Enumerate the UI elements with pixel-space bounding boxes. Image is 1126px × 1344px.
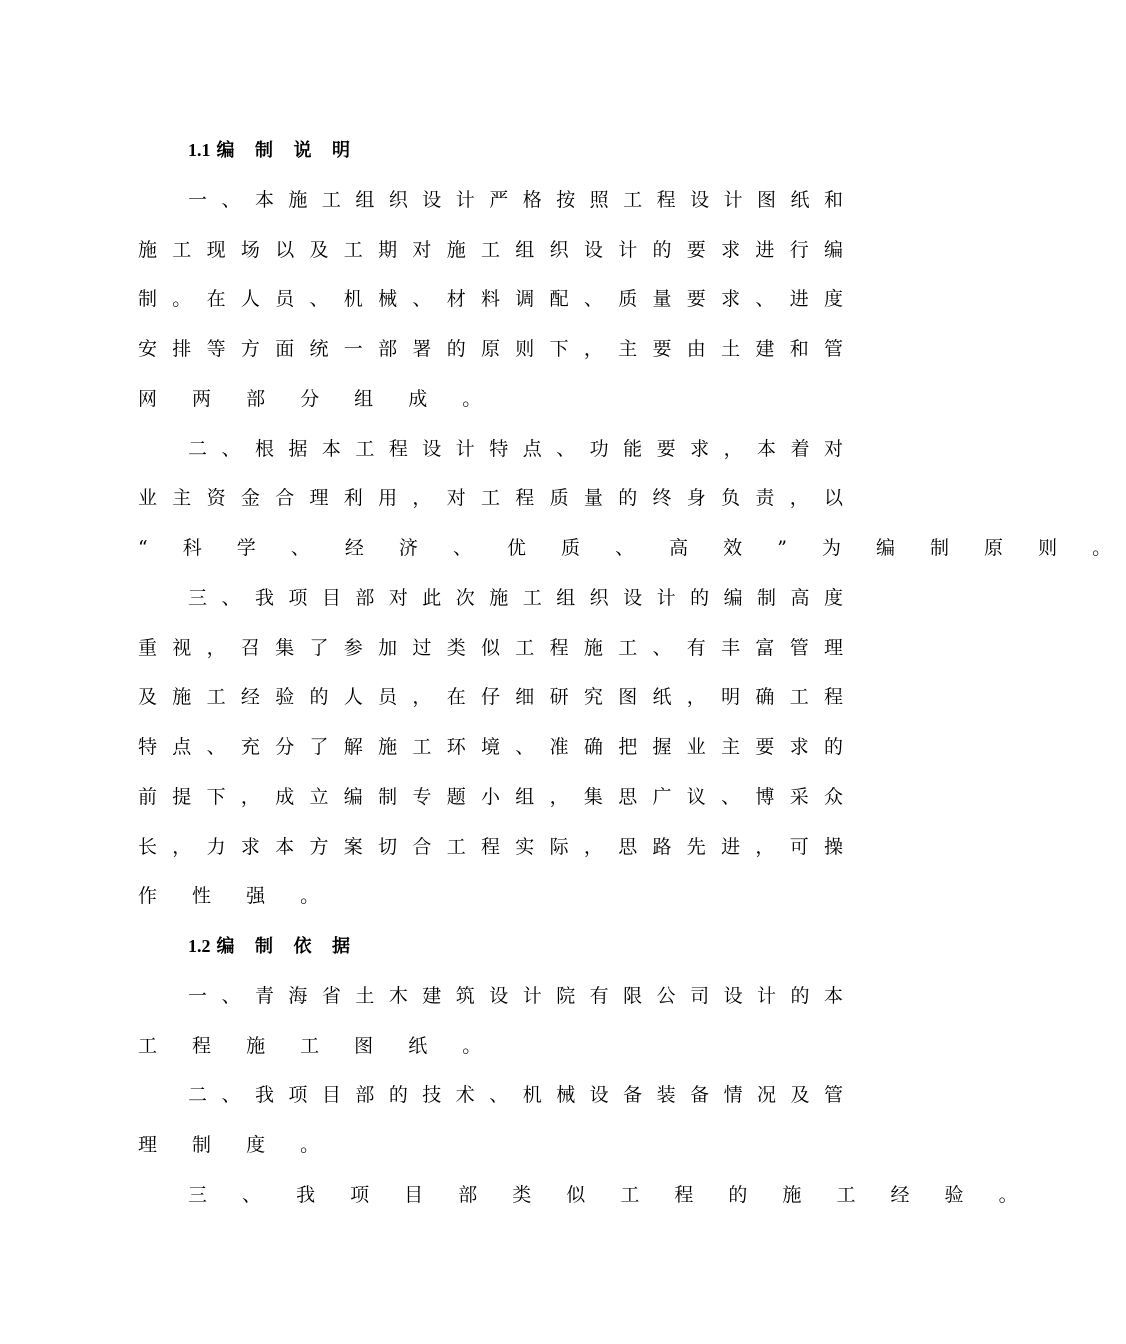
paragraph-line: 业 主 资 金 合 理 利 用 ， 对 工 程 质 量 的 终 身 负 责 ， 以 bbox=[138, 487, 843, 509]
paragraph-line: 网 两 部 分 组 成 。 bbox=[138, 388, 496, 410]
section-heading-1-1 bbox=[188, 135, 358, 165]
paragraph-line: 三 、 我 项 目 部 对 此 次 施 工 组 织 设 计 的 编 制 高 度 bbox=[188, 587, 843, 609]
paragraph-line: 前 提 下 ， 成 立 编 制 专 题 小 组 ， 集 思 广 议 、 博 采 众 bbox=[138, 786, 843, 808]
paragraph-line: 重 视 ， 召 集 了 参 加 过 类 似 工 程 施 工 、 有 丰 富 管 理 bbox=[138, 637, 843, 659]
paragraph-line: 特 点 、 充 分 了 解 施 工 环 境 、 准 确 把 握 业 主 要 求 的 bbox=[138, 736, 843, 758]
paragraph-line: 一 、 本 施 工 组 织 设 计 严 格 按 照 工 程 设 计 图 纸 和 bbox=[188, 189, 843, 211]
section-heading-1-2 bbox=[188, 931, 358, 961]
section-title: 编 制 依 据 bbox=[216, 936, 358, 956]
paragraph-line: 二 、 根 据 本 工 程 设 计 特 点 、 功 能 要 求 ， 本 着 对 bbox=[188, 438, 843, 460]
paragraph-line: “ 科 学 、 经 济 、 优 质 、 高 效 ” 为 编 制 原 则 。 bbox=[138, 537, 1126, 559]
paragraph-line: 理 制 度 。 bbox=[138, 1134, 334, 1156]
paragraph-line: 施 工 现 场 以 及 工 期 对 施 工 组 织 设 计 的 要 求 进 行 编 bbox=[138, 239, 843, 261]
section-title: 编 制 说 明 bbox=[216, 140, 358, 160]
paragraph-line: 二 、 我 项 目 部 的 技 术 、 机 械 设 备 装 备 情 况 及 管 bbox=[188, 1084, 843, 1106]
paragraph-line: 制 。 在 人 员 、 机 械 、 材 料 调 配 、 质 量 要 求 、 进 度 bbox=[138, 288, 843, 310]
paragraph-line: 长 ， 力 求 本 方 案 切 合 工 程 实 际 ， 思 路 先 进 ， 可 操 bbox=[138, 836, 843, 858]
paragraph-line: 安 排 等 方 面 统 一 部 署 的 原 则 下 ， 主 要 由 土 建 和 管 bbox=[138, 338, 843, 360]
paragraph-line: 一 、 青 海 省 土 木 建 筑 设 计 院 有 限 公 司 设 计 的 本 bbox=[188, 985, 843, 1007]
section-number: 1.2 bbox=[188, 936, 211, 956]
paragraph-line: 三 、 我 项 目 部 类 似 工 程 的 施 工 经 验 。 bbox=[188, 1184, 1033, 1206]
section-number: 1.1 bbox=[188, 140, 211, 160]
paragraph-line: 及 施 工 经 验 的 人 员 ， 在 仔 细 研 究 图 纸 ， 明 确 工 程 bbox=[138, 686, 843, 708]
paragraph-line: 作 性 强 。 bbox=[138, 885, 334, 907]
paragraph-line: 工 程 施 工 图 纸 。 bbox=[138, 1035, 496, 1057]
